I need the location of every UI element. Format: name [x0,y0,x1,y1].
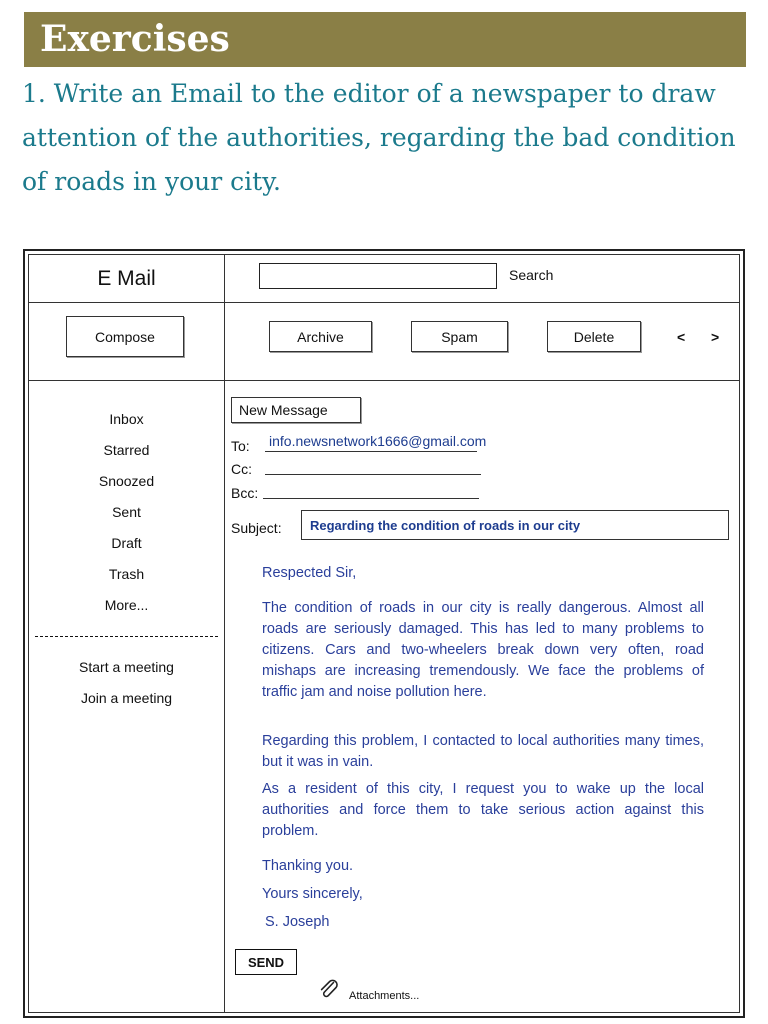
subject-field[interactable] [301,510,729,540]
cc-field[interactable] [265,474,481,475]
subject-value: Regarding the condition of roads in our city [310,518,581,533]
email-closing-thanks: Thanking you. [262,858,354,874]
nav-trash[interactable]: Trash [108,566,145,582]
email-paragraph-3: As a resident of this city, I request you to wake up the local authorities and force them to take serious action against this problem. [262,781,704,839]
subject-label: Subject: [231,520,282,536]
nav-draft[interactable]: Draft [111,535,142,551]
delete-button[interactable]: Delete [547,321,641,352]
email-closing-sincerely: Yours sincerely, [262,886,363,902]
to-field[interactable]: info.newsnetwork1666@gmail.com [269,433,487,449]
email-paragraph-1: The condition of roads in our city is really dangerous. Almost all roads are seriously damaged. This has led to many problems to citizens. Cars and two-wheelers break down very often, road mishaps are increasing tremendously. We face the problems of traffic jam and noise pollution here. [262,600,704,700]
column-divider [224,255,225,1012]
email-salutation: Respected Sir, [262,565,357,581]
nav-more[interactable]: More... [104,597,149,613]
exercise-question: 1. Write an Email to the editor of a newspaper to draw attention of the authorities, regarding the bad condition of roads in your city. [22,79,736,196]
search-input[interactable] [259,263,497,289]
start-meeting-link[interactable]: Start a meeting [79,659,174,675]
nav-snoozed[interactable]: Snoozed [98,473,155,489]
send-button[interactable]: SEND [235,949,297,975]
nav-separator [35,636,218,637]
email-signature: S. Joseph [265,914,330,930]
nav-starred[interactable]: Starred [103,442,150,458]
to-underline [265,451,477,452]
cc-label: Cc: [231,461,252,477]
nav-sent[interactable]: Sent [112,504,141,520]
join-meeting-link[interactable]: Join a meeting [80,690,173,706]
bcc-label: Bcc: [231,485,259,501]
search-button[interactable]: Search [509,267,554,283]
exercises-banner [24,12,746,67]
next-arrow-icon[interactable]: > [711,329,720,345]
to-label: To: [231,438,250,454]
new-message-button[interactable]: New Message [231,397,361,423]
email-frame [23,249,745,1018]
banner-title: Exercises [40,18,230,60]
email-window [28,254,740,1013]
archive-button[interactable]: Archive [269,321,372,352]
bcc-field[interactable] [263,498,479,499]
compose-button[interactable]: Compose [66,316,184,357]
nav-inbox[interactable]: Inbox [109,411,144,427]
toolbar-divider [29,380,739,381]
email-paragraph-2: Regarding this problem, I contacted to local authorities many times, but it was in vain. [262,733,704,770]
spam-button[interactable]: Spam [411,321,508,352]
email-app-title: E Mail [97,267,156,290]
attachments-link[interactable]: Attachments... [349,990,420,1002]
paperclip-icon[interactable] [317,977,341,1001]
header-divider [29,302,739,303]
prev-arrow-icon[interactable]: < [677,329,686,345]
